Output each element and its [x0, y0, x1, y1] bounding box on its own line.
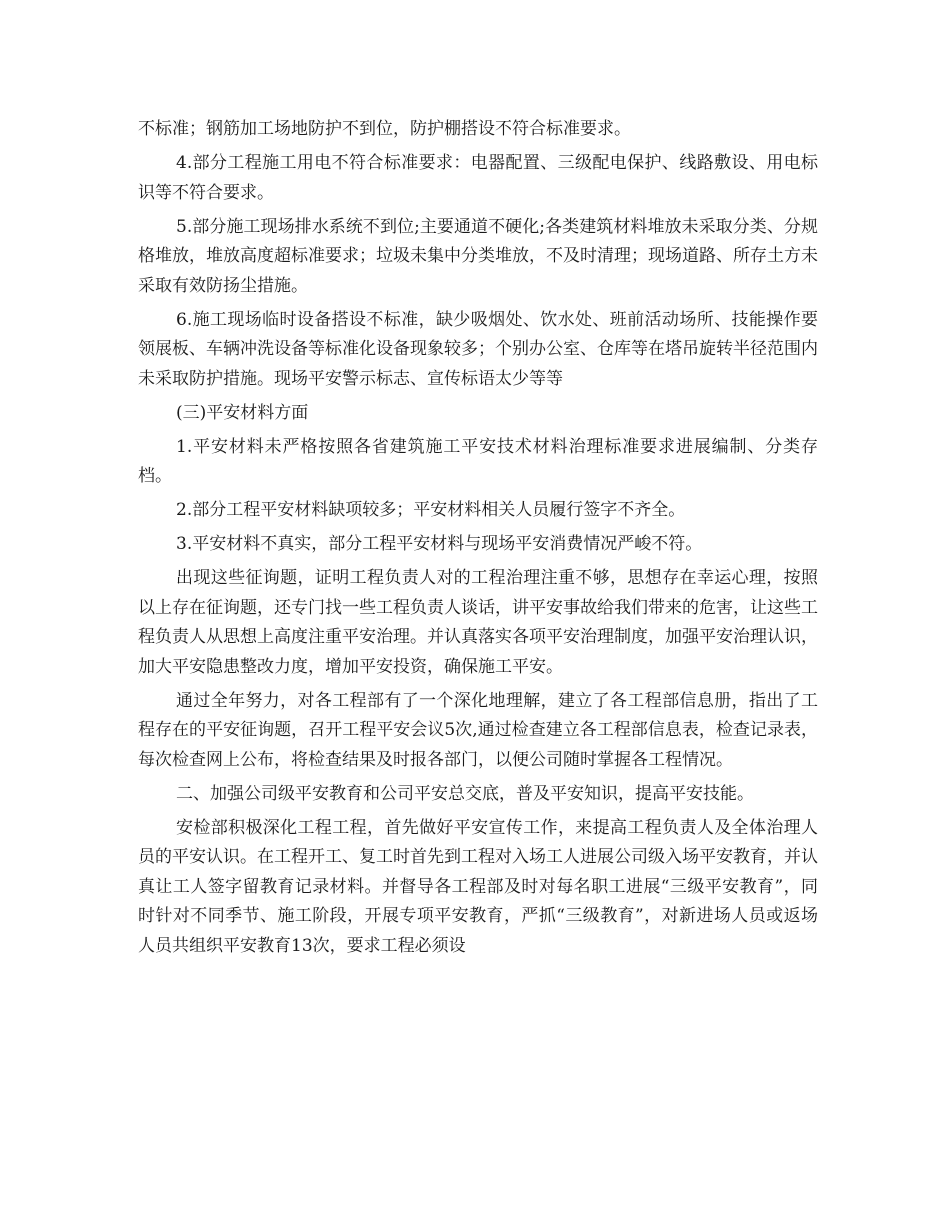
paragraph-continuation: 不标准；钢筋加工场地防护不到位，防护棚搭设不符合标准要求。	[138, 119, 631, 139]
paragraph-materials-inaccurate: 3.平安材料不真实，部分工程平安材料与现场平安消费情况严峻不符。	[176, 534, 703, 554]
paragraph-safety-education: 安检部积极深化工程工程，首先做好平安宣传工作，来提高工程负责人及全体治理人员的平安认识。在工程开工、复工时首先到工程对入场工人进展公司级入场平安教育，并认真让工人签字留教育记录材料。并督导各工程部及时对每名职工进展“三级平安教育”，同时针对不同季节、施工阶段，开展专项平安教育，严抓“三级教育”，对新进场人员或返场人员共组织平安教育13次，要求工程必须设	[138, 817, 818, 956]
paragraph-electricity-issue: 4.部分工程施工用电不符合标准要求：电器配置、三级配电保护、线路敷设、用电标识等不符合要求。	[138, 153, 818, 203]
paragraph-materials-filing: 1.平安材料未严格按照各省建筑施工平安技术材料治理标准要求进展编制、分类存档。	[138, 436, 818, 486]
paragraph-materials-missing: 2.部分工程平安材料缺项较多；平安材料相关人员履行签字不齐全。	[176, 500, 686, 520]
paragraph-temporary-facilities-issue: 6.施工现场临时设备搭设不标准，缺少吸烟处、饮水处、班前活动场所、技能操作要领展板、车辆冲洗设备等标准化设备现象较多；个别办公室、仓库等在塔吊旋转半径范围内未采取防护措施。现场平安警示标志、宣传标语太少等等	[138, 309, 818, 389]
section-heading-safety-materials: (三)平安材料方面	[176, 402, 309, 423]
paragraph-problem-analysis: 出现这些征询题，证明工程负责人对的工程治理注重不够，思想存在幸运心理，按照以上存在征询题，还专门找一些工程负责人谈话，讲平安事故给我们带来的危害，让这些工程负责人从思想上高度注重平安治理。并认真落实各项平安治理制度，加强平安治理认识，加大平安隐患整改力度，增加平安投资，确保施工平安。	[138, 568, 818, 677]
paragraph-annual-effort: 通过全年努力，对各工程部有了一个深化地理解，建立了各工程部信息册，指出了工程存在的平安征询题，召开工程平安会议5次,通过检查建立各工程部信息表，检查记录表，每次检查网上公布，将检查结果及时报各部门，以便公司随时掌握各工程情况。	[138, 690, 818, 770]
section-heading-safety-education: 二、加强公司级平安教育和公司平安总交底，普及平安知识，提高平安技能。	[176, 783, 754, 804]
paragraph-drainage-issue: 5.部分施工现场排水系统不到位;主要通道不硬化;各类建筑材料堆放未采取分类、分规格堆放，堆放高度超标准要求；垃圾未集中分类堆放，不及时清理；现场道路、所存土方未采取有效防扬尘措施。	[138, 216, 818, 296]
document-body	[138, 115, 818, 966]
